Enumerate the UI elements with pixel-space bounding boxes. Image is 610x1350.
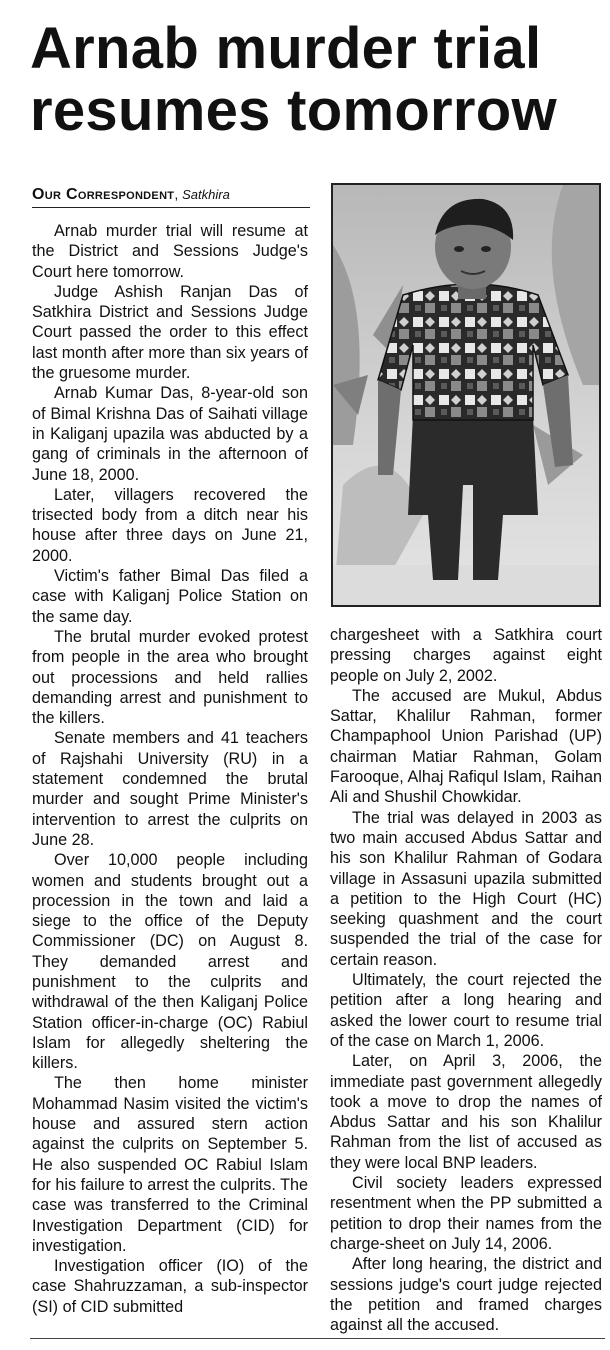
paragraph: Later, villagers recovered the trisected body from a ditch near his house after three days on June 21, 2000. <box>32 485 308 565</box>
paragraph: Arnab Kumar Das, 8-year-old son of Bimal Krishna Das of Saihati village in Kaliganj upazila was abducted by a gang of criminals in the afternoon of June 18, 2000. <box>32 384 308 484</box>
paragraph: The brutal murder evoked protest from people in the area who brought out processions and held rallies demanding arrest and punishment to the killers. <box>32 627 308 728</box>
article-column-2 <box>330 625 602 1335</box>
paragraph: Over 10,000 people including women and students brought out a procession in the town and laid a siege to the office of the Deputy Commissioner (DC) on August 8. They demanded arrest and punishment to the culprits and withdrawal of the then Kaliganj Police Station officer-in-charge (OC) Rabiul Islam for allegedly sheltering the killers. <box>32 851 308 1073</box>
byline-author: Our Correspondent <box>32 186 175 203</box>
victim-photo <box>331 183 601 607</box>
byline-location: Satkhira <box>182 187 230 202</box>
paragraph: Ultimately, the court rejected the petition after a long hearing and asked the lower court to resume trial of the case on March 1, 2006. <box>330 971 602 1050</box>
paragraph: Investigation officer (IO) of the case Shahruzzaman, a sub-inspector (SI) of CID submitted <box>32 1257 308 1316</box>
paragraph: After long hearing, the district and sessions judge's court judge rejected the petition and framed charges against all the accused. <box>330 1255 602 1335</box>
bottom-rule <box>30 1338 605 1339</box>
paragraph: The then home minister Mohammad Nasim visited the victim's house and assured stern action against the culprits on September 5. He also suspended OC Rabiul Islam for his failure to arrest the culprits. The case was transferred to the Criminal Investigation Department (CID) for investigation. <box>32 1074 308 1255</box>
paragraph: Later, on April 3, 2006, the immediate past government allegedly took a move to drop the names of Abdus Sattar and his son Khalilur Rahman from the list of accused as they were local BNP leaders. <box>330 1052 602 1172</box>
headline: Arnab murder trial resumes tomorrow <box>30 16 557 143</box>
paragraph: Civil society leaders expressed resentment when the PP submitted a petition to drop their names from the charge-sheet on July 14, 2006. <box>330 1174 602 1253</box>
paragraph: chargesheet with a Satkhira court pressing charges against eight people on July 2, 2002. <box>330 626 602 685</box>
byline: Our Correspondent, Satkhira <box>32 186 230 203</box>
paragraph: Victim's father Bimal Das filed a case with Kaliganj Police Station on the same day. <box>32 567 308 626</box>
paragraph: Senate members and 41 teachers of Rajshahi University (RU) in a statement condemned the brutal murder and sought Prime Minister's intervention to arrest the culprits on June 28. <box>32 729 308 849</box>
article-column-1 <box>32 221 308 1317</box>
victim-photo-image <box>333 185 599 605</box>
paragraph: Arnab murder trial will resume at the District and Sessions Judge's Court here tomorrow. <box>32 222 308 281</box>
byline-rule <box>32 207 310 208</box>
paragraph: The accused are Mukul, Abdus Sattar, Khalilur Rahman, former Champaphool Union Parishad (UP) chairman Matiar Rahman, Golam Farooque, Alhaj Rafiqul Islam, Raihan Ali and Shushil Chowkidar. <box>330 686 602 807</box>
paragraph: The trial was delayed in 2003 as two main accused Abdus Sattar and his son Khalilur Rahman of Godara village in Assasuni upazila submitted a petition to the High Court (HC) seeking quashment and the court suspended the trial of the case for certain reason. <box>330 808 602 969</box>
paragraph: Judge Ashish Ranjan Das of Satkhira District and Sessions Judge Court passed the order to this effect last month after more than six years of the gruesome murder. <box>32 282 308 383</box>
